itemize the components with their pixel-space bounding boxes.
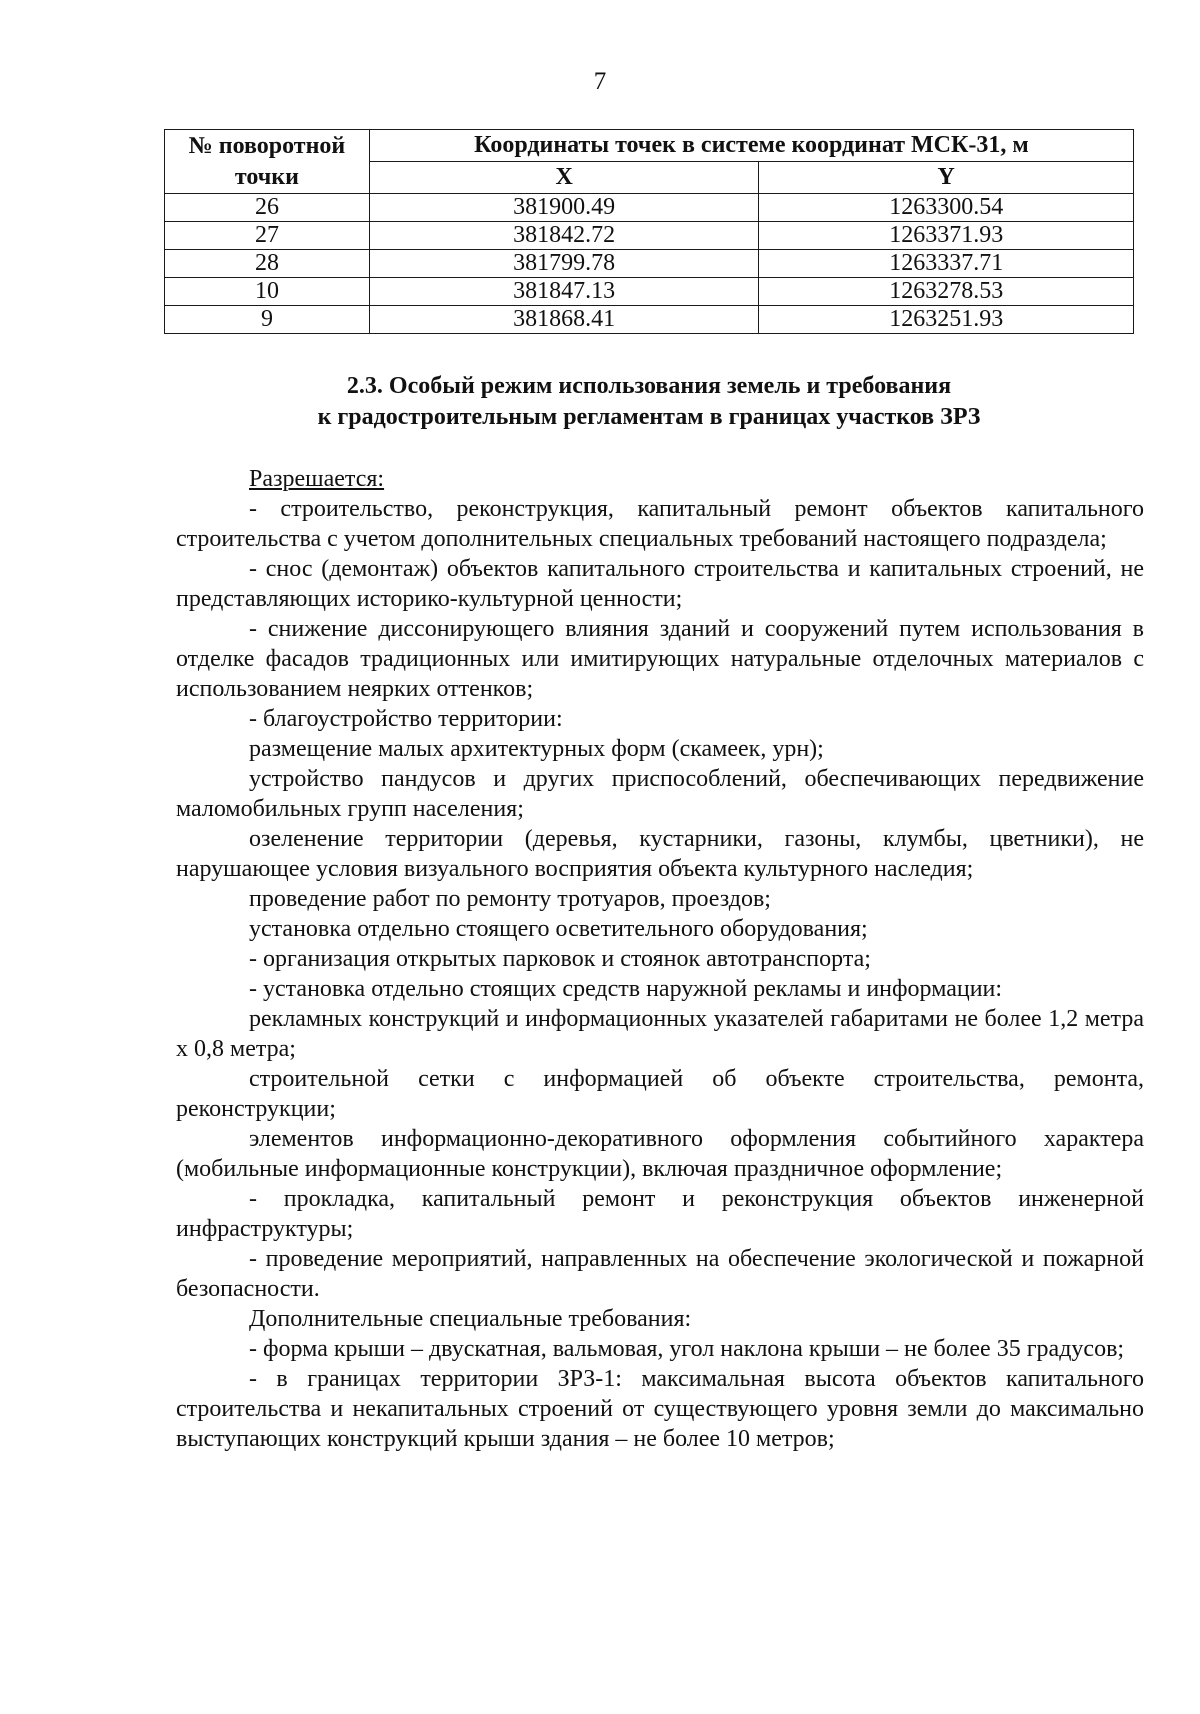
cell-point: 26: [165, 194, 370, 222]
cell-y: 1263251.93: [759, 306, 1134, 334]
cell-point: 28: [165, 250, 370, 278]
cell-point: 27: [165, 222, 370, 250]
table-row: [165, 278, 1134, 306]
body-text: [176, 464, 1144, 1454]
cell-y: 1263371.93: [759, 222, 1134, 250]
paragraph: - установка отдельно стоящих средств наружной рекламы и информации:: [249, 976, 1003, 1002]
paragraph: рекламных конструкций и информационных указателей габаритами не более 1,2 метра х 0,8 метра;: [176, 1006, 1144, 1062]
section-heading-line1: 2.3. Особый режим использования земель и требования: [346, 373, 952, 399]
table-row: [165, 306, 1134, 334]
paragraph-requirements-label: Дополнительные специальные требования:: [249, 1306, 692, 1332]
section-heading: [164, 371, 1134, 433]
cell-x: 381900.49: [369, 194, 759, 222]
header-point-number: [165, 130, 370, 194]
paragraph: проведение работ по ремонту тротуаров, проездов;: [249, 886, 771, 912]
cell-y: 1263300.54: [759, 194, 1134, 222]
paragraph: озеленение территории (деревья, кустарники, газоны, клумбы, цветники), не нарушающее условия визуального восприятия объекта культурного наследия;: [176, 826, 1144, 882]
paragraph: строительной сетки с информацией об объекте строительства, ремонта, реконструкции;: [176, 1066, 1144, 1122]
cell-y: 1263337.71: [759, 250, 1134, 278]
paragraph: - благоустройство территории:: [249, 706, 563, 732]
table-header-row: [165, 130, 1134, 162]
paragraph: - форма крыши – двускатная, вальмовая, угол наклона крыши – не более 35 градусов;: [249, 1336, 1125, 1362]
paragraph: - прокладка, капитальный ремонт и реконструкция объектов инженерной инфраструктуры;: [176, 1186, 1144, 1242]
paragraph: - снижение диссонирующего влияния зданий и сооружений путем использования в отделке фасадов традиционных или имитирующих натуральные отделочных материалов с использованием неярких оттенков;: [176, 616, 1144, 702]
header-y: Y: [759, 162, 1134, 194]
paragraph: - строительство, реконструкция, капитальный ремонт объектов капитального строительства с учетом дополнительных специальных требований настоящего подраздела;: [176, 496, 1144, 552]
paragraph: устройство пандусов и других приспособлений, обеспечивающих передвижение маломобильных групп населения;: [176, 766, 1144, 822]
paragraph: - в границах территории ЗРЗ-1: максимальная высота объектов капитального строительства и некапитальных строений от существующего уровня земли до максимально выступающих конструкций крыши здания – не более 10 метров;: [176, 1366, 1144, 1452]
table-row: [165, 250, 1134, 278]
paragraph-allowed-label: Разрешается:: [249, 466, 385, 492]
header-point-line2: точки: [234, 163, 299, 190]
table-row: [165, 222, 1134, 250]
cell-x: 381847.13: [369, 278, 759, 306]
page-number: 7: [593, 68, 607, 95]
header-point-line1: № поворотной: [188, 132, 346, 159]
cell-x: 381842.72: [369, 222, 759, 250]
paragraph: - снос (демонтаж) объектов капитального строительства и капитальных строений, не представляющих историко-культурной ценности;: [176, 556, 1144, 612]
paragraph: установка отдельно стоящего осветительного оборудования;: [249, 916, 868, 942]
cell-y: 1263278.53: [759, 278, 1134, 306]
section-heading-line2: к градостроительным регламентам в границах участков ЗРЗ: [317, 404, 981, 430]
header-coordinates: Координаты точек в системе координат МСК-31, м: [369, 130, 1133, 162]
cell-x: 381799.78: [369, 250, 759, 278]
cell-point: 10: [165, 278, 370, 306]
coordinates-table: [164, 129, 1134, 334]
cell-point: 9: [165, 306, 370, 334]
header-x: X: [369, 162, 759, 194]
paragraph: размещение малых архитектурных форм (скамеек, урн);: [249, 736, 824, 762]
paragraph: - организация открытых парковок и стоянок автотранспорта;: [249, 946, 871, 972]
paragraph: - проведение мероприятий, направленных на обеспечение экологической и пожарной безопасности.: [176, 1246, 1144, 1302]
table-row: [165, 194, 1134, 222]
paragraph: элементов информационно-декоративного оформления событийного характера (мобильные информационные конструкции), включая праздничное оформление;: [176, 1126, 1144, 1182]
cell-x: 381868.41: [369, 306, 759, 334]
